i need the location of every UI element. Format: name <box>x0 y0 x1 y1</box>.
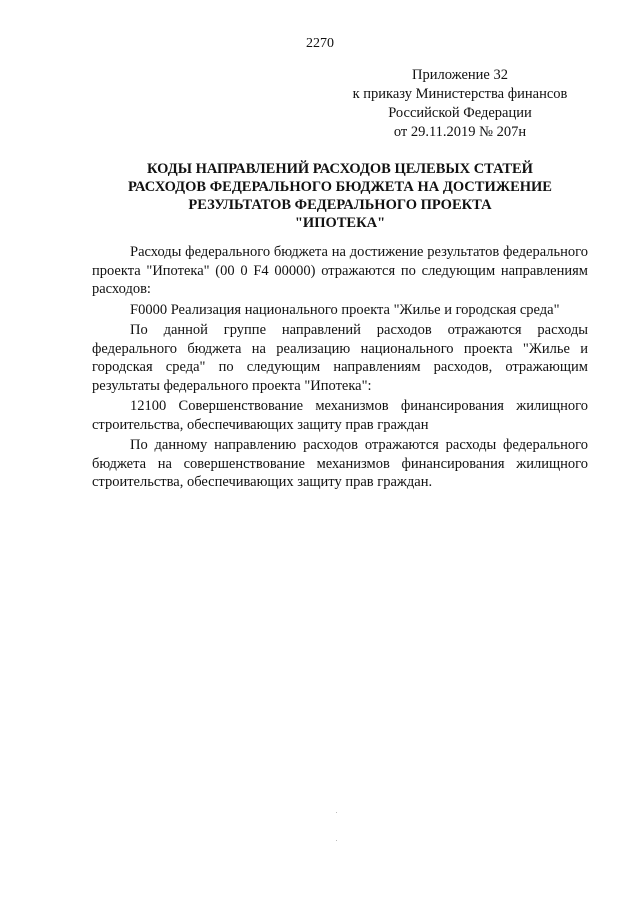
appendix-order: к приказу Министерства финансов <box>352 86 568 102</box>
scan-artifact <box>336 840 337 841</box>
paragraph-code-12100: 12100 Совершенствование механизмов финансирования жилищного строительства, обеспечивающих защиту прав граждан <box>92 398 588 433</box>
scan-artifact <box>336 812 337 813</box>
appendix-reference <box>340 66 580 142</box>
title-line-2: РАСХОДОВ ФЕДЕРАЛЬНОГО БЮДЖЕТА НА ДОСТИЖЕНИЕ <box>128 179 552 195</box>
paragraph-direction-description: По данному направлению расходов отражаются расходы федерального бюджета на совершенствование механизмов финансирования жилищного строительства, обеспечивающих защиту прав граждан. <box>92 437 588 490</box>
document-body <box>92 243 588 494</box>
title-line-1: КОДЫ НАПРАВЛЕНИЙ РАСХОДОВ ЦЕЛЕВЫХ СТАТЕЙ <box>147 161 533 177</box>
document-title <box>90 160 590 232</box>
title-line-4: "ИПОТЕКА" <box>294 215 386 231</box>
paragraph-code-f0000: F0000 Реализация национального проекта "Жилье и городская среда" <box>130 301 560 318</box>
appendix-date: от 29.11.2019 № 207н <box>393 124 527 140</box>
appendix-authority: Российской Федерации <box>388 105 532 121</box>
page-number: 2270 <box>306 36 334 51</box>
appendix-number: Приложение 32 <box>412 67 508 83</box>
paragraph-group-description: По данной группе направлений расходов отражаются расходы федерального бюджета на реализацию национального проекта "Жилье и городская среда" по следующим направлениям расходов, отражающим результаты федерального проекта "Ипотека": <box>92 322 588 394</box>
title-line-3: РЕЗУЛЬТАТОВ ФЕДЕРАЛЬНОГО ПРОЕКТА <box>188 197 492 213</box>
paragraph-intro: Расходы федерального бюджета на достижение результатов федерального проекта "Ипотека" (00 0 F4 00000) отражаются по следующим направлениям расходов: <box>92 244 588 297</box>
